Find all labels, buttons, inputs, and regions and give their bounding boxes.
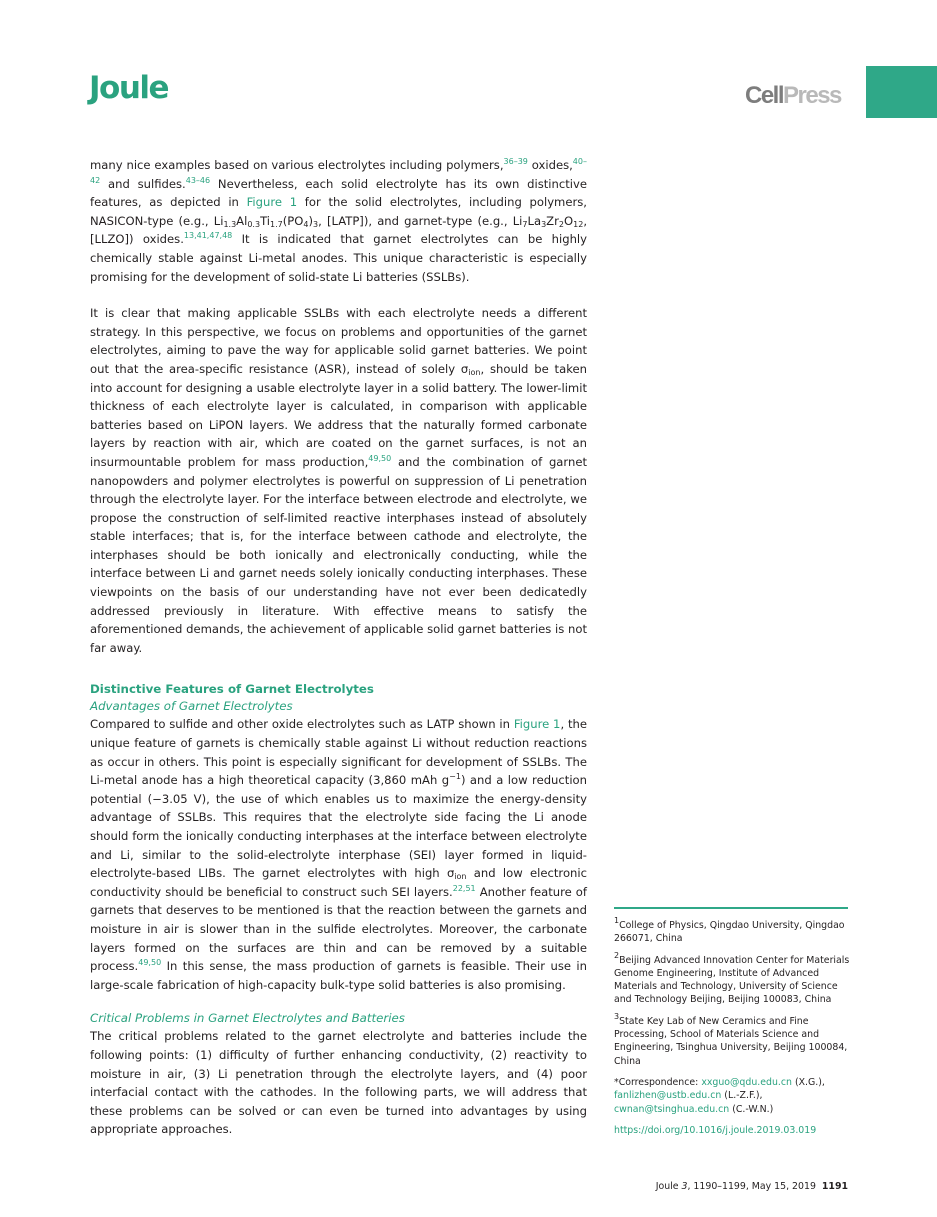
affiliation-number: 1 bbox=[614, 916, 620, 925]
text-run: O bbox=[563, 213, 574, 228]
footer-journal: Joule bbox=[655, 1181, 682, 1192]
subscript: ion bbox=[454, 872, 467, 882]
affiliation-2 bbox=[614, 950, 850, 1007]
subscript: 12 bbox=[573, 219, 584, 229]
main-column bbox=[90, 156, 587, 1139]
text-run: It is indicated that garnet electrolytes can be highly chemically stable against Li-metal anodes. This unique characteristic is especially promising for the development of solid-state Li batteries (SSLBs). bbox=[90, 232, 587, 284]
text-run: ) and a low reduction potential (−3.05 V), the use of which enables us to maximize the energy-density advantage of SSLBs. This requires that the electrolyte side facing the Li anode should form the ionically conducting interphases at the interface between electrolyte and Li, similar to the solid-electrolyte interphase (SEI) layer formed in liquid-electrolyte-based LIBs. The garnet electrolytes with high σ bbox=[90, 773, 587, 881]
subsection-heading-problems: Critical Problems in Garnet Electrolytes and Batteries bbox=[90, 1011, 405, 1026]
subscript: 1.3 bbox=[223, 219, 237, 229]
text-run: oxides, bbox=[527, 158, 573, 172]
doi bbox=[614, 1124, 850, 1137]
text-run: , the unique feature of garnets is chemically stable against Li without reduction reactions as occur in others. This point is especially significant for development of SSLBs. The Li-metal anode has a high theoretical capacity (3,860 mAh g bbox=[90, 717, 588, 788]
affiliation-divider bbox=[614, 907, 848, 909]
publisher-logo-part2: Press bbox=[783, 82, 841, 109]
affiliation-text: Beijing Advanced Innovation Center for Materials Genome Engineering, Institute of Advanced Materials and Technology, University of Science and Technology Beijing, Beijing 100083, China bbox=[614, 954, 850, 1006]
text-run: and low electronic conductivity should be beneficial to construct such SEI layers. bbox=[90, 866, 587, 899]
text-run: Zr bbox=[546, 213, 559, 228]
text-run: Al bbox=[236, 213, 248, 228]
text-run: Compared to sulfide and other oxide electrolytes such as LATP shown in bbox=[90, 717, 514, 732]
page-footer bbox=[656, 1180, 848, 1193]
text-run: (PO bbox=[282, 213, 304, 228]
author-initials: (L.-Z.F.), bbox=[721, 1090, 763, 1102]
journal-logo: Joule bbox=[89, 70, 169, 106]
subscript: ion bbox=[468, 367, 481, 377]
subscript: 7 bbox=[522, 219, 528, 229]
text-run: for the solid electrolytes, including polymers, NASICON-type (e.g., Li bbox=[90, 195, 587, 228]
intro-paragraph bbox=[90, 156, 587, 286]
text-run: , [LATP]), and garnet-type (e.g., Li bbox=[318, 213, 523, 228]
text-run: , should be taken into account for designing a usable electrolyte layer in a solid battery. The lower-limit thickness of each electrolyte layer is calculated, in comparison with applicable batteries based on LiPON layers. We address that the naturally formed carbonate layers by reaction with air, which are coated on the garnet surfaces, is not an insurmountable problem for mass production, bbox=[90, 361, 587, 469]
publisher-logo-part1: Cell bbox=[745, 82, 784, 109]
citation-link[interactable]: 22,51 bbox=[452, 883, 476, 893]
citation-link[interactable]: 13,41,47,48 bbox=[183, 231, 233, 241]
doi-link[interactable]: https://doi.org/10.1016/j.joule.2019.03.019 bbox=[614, 1124, 817, 1136]
citation-link[interactable]: 49,50 bbox=[368, 453, 392, 463]
text-run: It is clear that making applicable SSLBs with each electrolyte needs a different strategy. In this perspective, we focus on problems and opportunities of the garnet electrolytes, aiming to pave the way for applicable solid garnet batteries. We point out that the area-specific resistance (ASR), instead of solely σ bbox=[90, 306, 587, 376]
figure-link[interactable]: Figure 1 bbox=[246, 195, 298, 210]
author-initials: (C.-W.N.) bbox=[729, 1103, 774, 1115]
citation-link[interactable]: 49,50 bbox=[138, 958, 162, 968]
text-run: many nice examples based on various electrolytes including polymers, bbox=[90, 158, 504, 172]
citation-link[interactable]: 40–42 bbox=[90, 157, 587, 185]
text-run: In this sense, the mass production of garnets is feasible. Their use in large-scale fabrication of high-capacity bulk-type solid batteries is also promising. bbox=[90, 959, 587, 992]
page-number: 1191 bbox=[821, 1181, 848, 1192]
text-run: ) bbox=[308, 213, 314, 228]
text-run: , [LLZO]) oxides. bbox=[90, 213, 587, 247]
subscript: 3 bbox=[313, 219, 319, 229]
text-run: and sulfides. bbox=[100, 176, 186, 191]
subscript: 3 bbox=[541, 219, 547, 229]
email-link[interactable]: cwnan@tsinghua.edu.cn bbox=[614, 1103, 730, 1115]
text-run: Ti bbox=[260, 213, 271, 228]
citation-link[interactable]: 36–39 bbox=[503, 157, 528, 166]
footer-volume: 3 bbox=[681, 1181, 688, 1192]
affiliation-number: 3 bbox=[614, 1011, 620, 1021]
affiliation-3 bbox=[614, 1011, 850, 1068]
affiliation-text: College of Physics, Qingdao University, Qingdao 266071, China bbox=[614, 920, 845, 945]
text-run: and the combination of garnet nanopowders and polymer electrolytes is powerful on suppression of Li penetration through the electrolyte layer. For the interface between electrode and electrolyte, we propose the construction of self-limited reactive interphases instead of absolutely stable interfaces; that is, for the interface between cathode and electrolyte, the interphases should be both ionically and electronically conducting, while the interface between Li and garnet needs solely ionically conducting interphases. These viewpoints on the basis of our understanding have not ever been dedicatedly addressed previously in literature. With effective means to satisfy the aforementioned demands, the achievement of applicable solid garnet batteries is not far away. bbox=[90, 454, 588, 655]
citation-link[interactable]: 43–46 bbox=[185, 175, 211, 185]
superscript: −1 bbox=[449, 772, 461, 782]
figure-link[interactable]: Figure 1 bbox=[513, 717, 561, 732]
advantages-paragraph bbox=[90, 715, 587, 994]
publisher-logo bbox=[745, 82, 841, 110]
section-heading: Distinctive Features of Garnet Electrolytes bbox=[90, 682, 374, 697]
subscript: 1.7 bbox=[270, 219, 283, 229]
affiliation-1 bbox=[614, 916, 850, 946]
correspondence bbox=[614, 1076, 850, 1116]
correspondence-label: *Correspondence: bbox=[614, 1076, 702, 1088]
subscript: 2 bbox=[558, 219, 564, 229]
subsection-heading-advantages: Advantages of Garnet Electrolytes bbox=[90, 699, 293, 714]
text-run: Another feature of garnets that deserves to be mentioned is that the reaction between the garnets and moisture in air is slower than in the sulfide electrolytes. Moreover, the carbonate layers formed on the surfaces are thin and can be removed by a suitable process. bbox=[90, 884, 587, 974]
footer-pages: , 1190–1199, May 15, 2019 bbox=[687, 1181, 816, 1192]
subscript: 4 bbox=[303, 219, 309, 229]
affiliation-number: 2 bbox=[614, 950, 620, 960]
affiliation-text: State Key Lab of New Ceramics and Fine Processing, School of Materials Science and Engineering, Tsinghua University, Beijing 100084, China bbox=[614, 1015, 848, 1067]
affiliations-block bbox=[614, 916, 850, 1137]
email-link[interactable]: xxguo@qdu.edu.cn bbox=[701, 1076, 792, 1088]
subscript: 0.3 bbox=[247, 219, 261, 229]
perspective-paragraph bbox=[90, 304, 587, 657]
author-initials: (X.G.), bbox=[791, 1076, 825, 1088]
text-run: La bbox=[527, 213, 542, 228]
problems-paragraph: The critical problems related to the garnet electrolyte and batteries include the following points: (1) difficulty of further enhancing conductivity, (2) reactivity to moisture in air, (3) Li penetration through the electrolyte layers, and (4) poor interfacial contact with the cathodes. In the following parts, we will address that these problems can be solved or can even be turned into advantages by using appropriate approaches. bbox=[90, 1029, 587, 1137]
text-run: Nevertheless, each solid electrolyte has its own distinctive features, as depicted in bbox=[90, 176, 587, 210]
corner-accent-tab bbox=[866, 66, 937, 118]
email-link[interactable]: fanlizhen@ustb.edu.cn bbox=[614, 1090, 722, 1102]
